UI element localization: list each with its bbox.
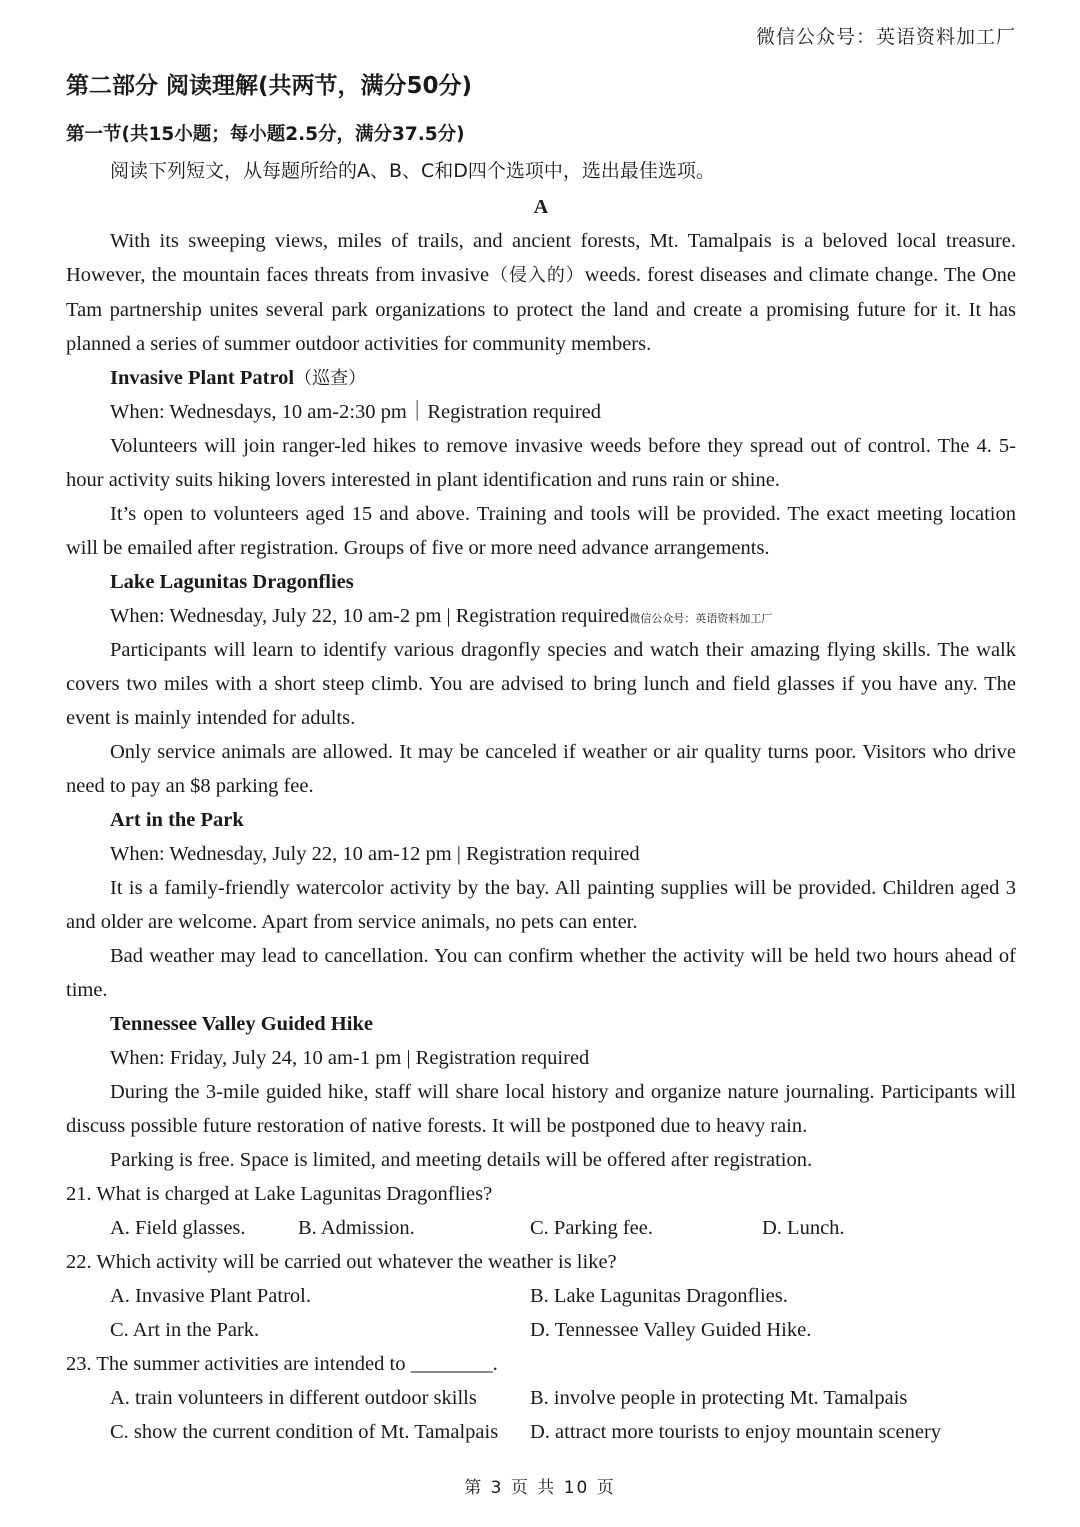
intro-text-1: With its sweeping views, miles of trails, and ancient forests, Mt. Tamalpais is a beloved local treasure. However, the mountain faces threats from invasive bbox=[66, 230, 1016, 286]
watermark-text: 微信公众号：英语资料加工厂 bbox=[755, 26, 1016, 48]
page-footer: 第 3 页 共 10 页 bbox=[464, 1478, 616, 1498]
section-title: 第二部分 阅读理解(共两节，满分50分) bbox=[66, 73, 473, 99]
event-paragraph: Bad weather may lead to cancellation. You can confirm whether the activity will be held two hours ahead of time. bbox=[66, 945, 1016, 1001]
event-title-dragonflies: Lake Lagunitas Dragonflies bbox=[110, 571, 354, 593]
question-21: 21. What is charged at Lake Lagunitas Dragonflies? bbox=[66, 1183, 493, 1205]
option: C. show the current condition of Mt. Tamalpais bbox=[110, 1421, 499, 1443]
event-when-text: When: Wednesday, July 22, 10 am-2 pm | Registration required bbox=[110, 605, 630, 627]
options-22b bbox=[66, 1313, 1016, 1347]
event-title-plant-patrol bbox=[66, 361, 1016, 395]
option: C. Art in the Park. bbox=[110, 1319, 260, 1341]
option: B. Admission. bbox=[298, 1217, 415, 1239]
options-22 bbox=[66, 1279, 1016, 1313]
event-paragraph: Participants will learn to identify various dragonfly species and watch their amazing flying skills. The walk covers two miles with a short steep climb. You are advised to bring lunch and field glasses if you have any. The event is mainly intended for adults. bbox=[66, 639, 1016, 729]
option: B. Lake Lagunitas Dragonflies. bbox=[530, 1285, 788, 1307]
event-paragraph: It’s open to volunteers aged 15 and above. Training and tools will be provided. The exact meeting location will be emailed after registration. Groups of five or more need advance arrangements. bbox=[66, 503, 1016, 559]
option: D. Lunch. bbox=[762, 1217, 845, 1239]
option: A. Field glasses. bbox=[110, 1217, 246, 1239]
event-when: When: Wednesday, July 22, 10 am-12 pm | Registration required bbox=[110, 843, 640, 865]
options-21 bbox=[66, 1211, 1016, 1245]
option: A. Invasive Plant Patrol. bbox=[110, 1285, 311, 1307]
intro-paragraph bbox=[66, 224, 1016, 361]
option: C. Parking fee. bbox=[530, 1217, 653, 1239]
event-when bbox=[66, 599, 1016, 633]
event-paragraph: Only service animals are allowed. It may be canceled if weather or air quality turns poor. Visitors who drive need to pay an $8 parking fee. bbox=[66, 741, 1016, 797]
option: A. train volunteers in different outdoor skills bbox=[110, 1387, 477, 1409]
intro-cjk-gloss: （侵入的） bbox=[489, 265, 585, 286]
option: D. attract more tourists to enjoy mountain scenery bbox=[530, 1421, 942, 1443]
question-23: 23. The summer activities are intended to ________. bbox=[66, 1353, 498, 1375]
event-paragraph: Volunteers will join ranger-led hikes to remove invasive weeds before they spread out of control. The 4. 5-hour activity suits hiking lovers interested in plant identification and runs rain or shine. bbox=[66, 435, 1016, 491]
event-paragraph: Parking is free. Space is limited, and meeting details will be offered after registration. bbox=[110, 1149, 813, 1171]
instruction: 阅读下列短文，从每题所给的A、B、C和D四个选项中，选出最佳选项。 bbox=[110, 160, 715, 182]
option: B. involve people in protecting Mt. Tamalpais bbox=[530, 1387, 908, 1409]
options-23 bbox=[66, 1381, 1016, 1415]
event-title-hike: Tennessee Valley Guided Hike bbox=[110, 1013, 373, 1035]
event-when: When: Wednesdays, 10 am-2:30 pm｜Registration required bbox=[110, 401, 601, 423]
passage-letter: A bbox=[533, 196, 549, 218]
event-title-gloss: （巡查） bbox=[294, 368, 367, 389]
intro-text-2: weeds. forest diseases and climate change. The One Tam partnership unites several park organizations to protect the land and create a promising future for it. It has planned a series of summer outdoor activities for community members. bbox=[66, 264, 1017, 355]
option: D. Tennessee Valley Guided Hike. bbox=[530, 1319, 812, 1341]
event-paragraph: It is a family-friendly watercolor activity by the bay. All painting supplies will be provided. Children aged 3 and older are welcome. Apart from service animals, no pets can enter. bbox=[66, 877, 1016, 933]
event-title-text: Invasive Plant Patrol bbox=[110, 367, 295, 389]
question-22: 22. Which activity will be carried out whatever the weather is like? bbox=[66, 1251, 617, 1273]
subsection-title: 第一节(共15小题；每小题2.5分，满分37.5分) bbox=[66, 124, 465, 145]
event-title-art: Art in the Park bbox=[110, 809, 244, 831]
exam-page bbox=[66, 58, 1016, 1449]
options-23b bbox=[66, 1415, 1016, 1449]
inline-watermark: 微信公众号：英语资料加工厂 bbox=[629, 612, 773, 625]
event-when: When: Friday, July 24, 10 am-1 pm | Registration required bbox=[110, 1047, 590, 1069]
event-paragraph: During the 3-mile guided hike, staff will share local history and organize nature journaling. Participants will discuss possible future restoration of native forests. It will be postponed due to heavy rain. bbox=[66, 1081, 1016, 1137]
